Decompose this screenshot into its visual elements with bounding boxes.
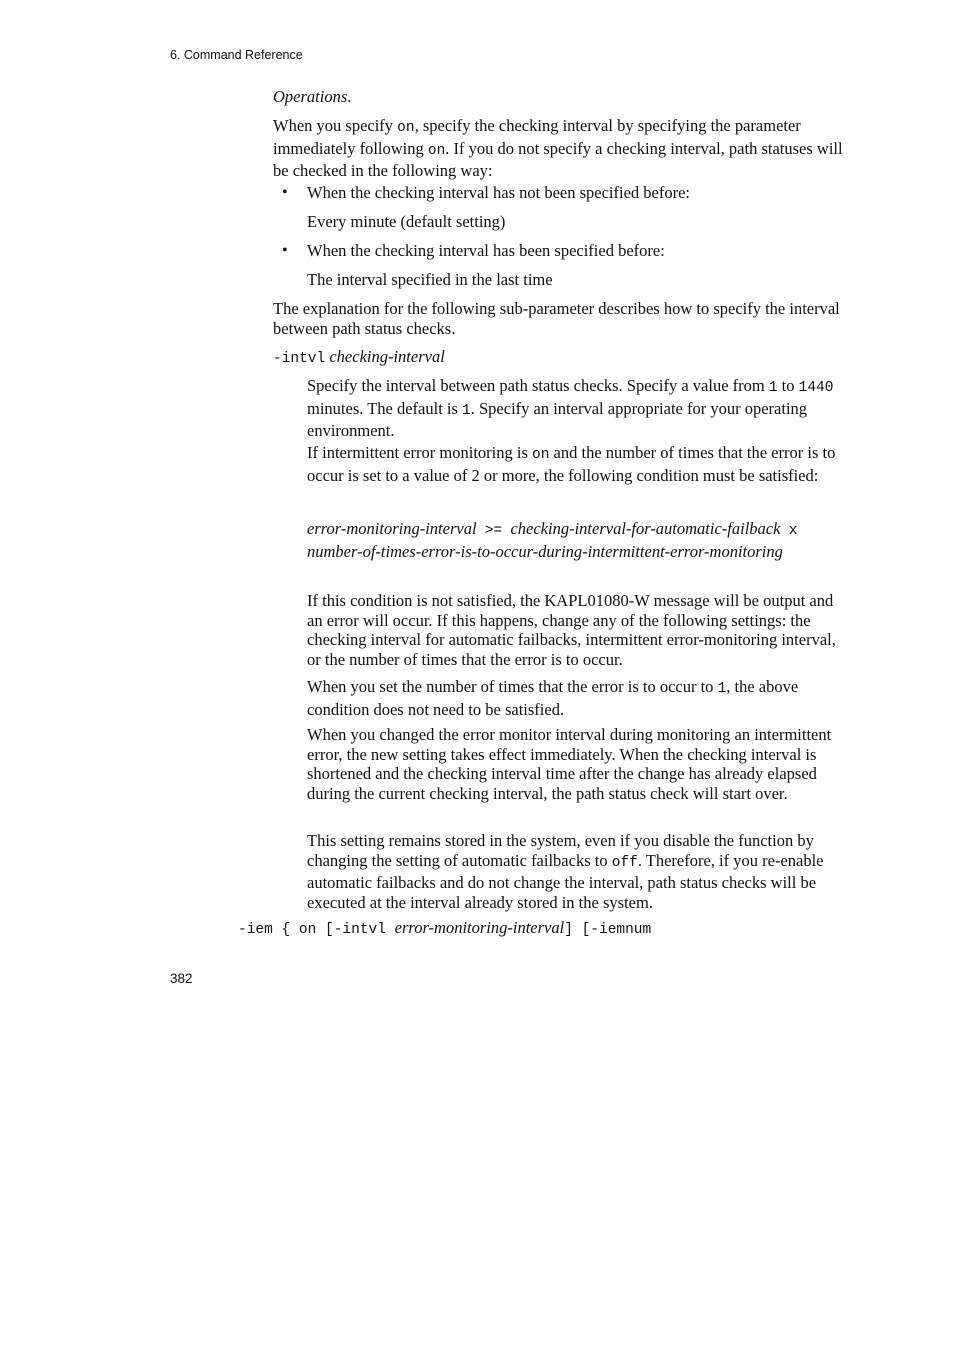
code-intvl: -intvl [273,351,326,367]
code-value: 1 [462,402,471,419]
text-run: If intermittent error monitoring is [307,443,532,462]
code-on: on [532,447,550,463]
formula-times: x [788,523,798,539]
text-run: . If you do not specify a checking interval, path statuses will be checked in the following way: [273,138,843,180]
iem-syntax-line [238,918,848,941]
bullet-marker: • [282,184,288,201]
text-run: and the number of times that the error is to occur is set to a value of 2 or more, the following condition must be satisfied: [307,443,836,485]
setting-remains-paragraph [307,831,843,912]
running-head: 6. Command Reference [170,48,303,62]
intvl-description [307,376,843,441]
code-iem: -iem { on [-intvl [238,922,395,938]
code-on: on [427,142,446,159]
formula-rhs: checking-interval-for-automatic-failback [510,519,781,538]
sub-parameter-intro: The explanation for the following sub-parameter describes how to specify the interval between path status checks. [273,299,840,338]
bullet-marker: • [282,242,288,259]
text-run: , specify the checking interval by specifying the parameter immediately following [273,116,801,158]
text-run: When you set the number of times that the error is to occur to [307,677,718,696]
iem-argument: error-monitoring-interval [394,918,565,937]
text-run: to [777,376,799,395]
formula-operator: >= [484,523,503,539]
code-on: on [397,120,415,136]
text-run: . Specify an interval appropriate for your operating environment. [307,398,808,440]
operations-italic: Operations [273,87,348,106]
page-number: 382 [170,971,193,986]
text-run: minutes. The default is [307,398,463,418]
code-value: 1 [768,380,778,396]
intermittent-condition-paragraph [307,443,843,485]
operations-tail: . [347,87,352,106]
bullet-item-not-specified: When the checking interval has not been specified before: [307,183,691,202]
set-one-paragraph [307,677,843,719]
text-run: Specify the interval between path status checks. Specify a value from [307,376,769,395]
bullet-subtext-default: Every minute (default setting) [307,212,506,231]
intvl-argument: checking-interval [329,347,445,366]
code-off: off [611,854,638,871]
bullet-subtext-last-time: The interval specified in the last time [307,270,553,289]
formula-lhs: error-monitoring-interval [307,519,477,538]
bullet-item-specified: When the checking interval has been specified before: [307,241,665,260]
on-parameter-paragraph [273,116,843,181]
code-value: 1440 [798,380,834,396]
changed-interval-paragraph: When you changed the error monitor interval during monitoring an intermittent error, the new setting takes effect immediately. When the checking interval is shortened and the checking interval time after the change has already elapsed during the current checking interval, the path status check will start over. [307,725,832,803]
operations-label [273,87,843,107]
condition-formula [307,519,843,561]
text-run: , the above condition does not need to be satisfied. [307,677,799,719]
code-iemnum: ] [-iemnum [564,922,652,938]
text-run: This setting remains stored in the system, even if you disable the function by changing the setting of automatic failbacks to [307,831,814,870]
not-satisfied-paragraph: If this condition is not satisfied, the KAPL01080-W message will be output and an error will occur. If this happens, change any of the following settings: the checking interval for automatic failbacks, intermittent error-monitoring interval, or the number of times that the error is to occur. [307,591,836,669]
formula-second-line: number-of-times-error-is-to-occur-during-intermittent-error-monitoring [307,541,783,561]
text-run: . Therefore, if you re-enable automatic failbacks and do not change the interval, path status checks will be executed at the interval already stored in the system. [307,850,824,912]
intvl-heading [273,347,843,370]
text-run: When you specify [273,116,398,135]
code-value: 1 [717,681,727,697]
